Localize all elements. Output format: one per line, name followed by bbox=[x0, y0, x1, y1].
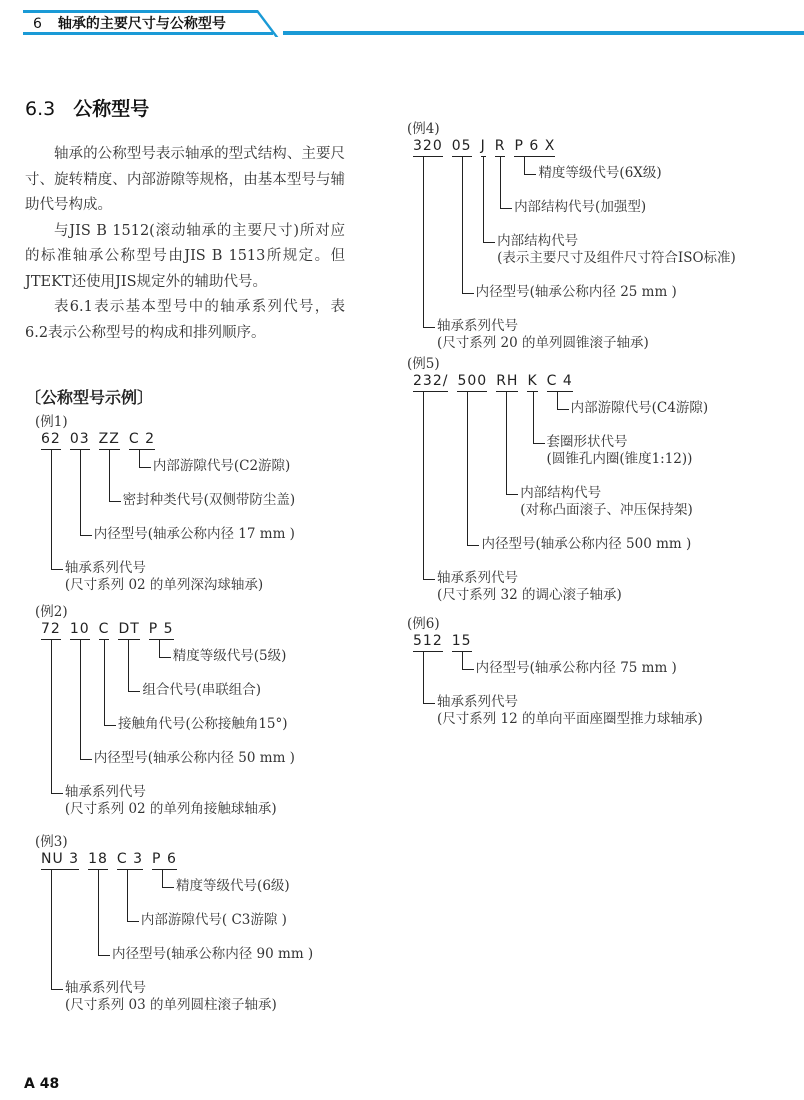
code-segment: 500 bbox=[457, 372, 487, 392]
description bbox=[35, 526, 295, 543]
description bbox=[407, 165, 736, 182]
description-line: 轴承系列代号 bbox=[437, 694, 518, 710]
connector-line bbox=[127, 870, 128, 921]
connector-line bbox=[80, 450, 81, 535]
connector-line bbox=[139, 450, 140, 467]
section-number: 6.3 bbox=[25, 98, 56, 120]
description-line: 内径型号(轴承公称内径 75 mm ) bbox=[475, 660, 677, 676]
example-label: (例3) bbox=[35, 834, 68, 850]
example-4 bbox=[407, 117, 736, 369]
connector-line bbox=[524, 174, 536, 175]
code-segment: NU 3 bbox=[41, 850, 79, 870]
connector-line bbox=[51, 793, 63, 794]
description-list bbox=[407, 165, 736, 352]
description bbox=[35, 750, 295, 767]
connector-line bbox=[109, 450, 110, 501]
description bbox=[35, 878, 313, 895]
code-segment: ZZ bbox=[99, 430, 120, 450]
connector-line bbox=[139, 467, 151, 468]
description bbox=[407, 485, 708, 519]
connector-line bbox=[467, 392, 468, 545]
code-segment: 05 bbox=[452, 137, 472, 157]
paragraph: 表6.1表示基本型号中的轴承系列代号，表6.2表示公称型号的构成和排列顺序。 bbox=[25, 299, 345, 341]
connector-line bbox=[80, 759, 92, 760]
description-line: 内径型号(轴承公称内径 90 mm ) bbox=[111, 946, 314, 962]
description bbox=[35, 492, 295, 509]
description-line: (尺寸系列 20 的单列圆锥滚子轴承) bbox=[437, 335, 649, 351]
connector-line bbox=[98, 955, 110, 956]
description bbox=[35, 458, 295, 475]
connector-line bbox=[524, 157, 525, 174]
connector-line bbox=[80, 535, 92, 536]
description bbox=[35, 946, 313, 963]
connector-line bbox=[462, 669, 474, 670]
connector-line bbox=[51, 870, 52, 989]
description-line: 轴承系列代号 bbox=[64, 784, 146, 800]
connector-line bbox=[483, 242, 495, 243]
connector-line bbox=[462, 293, 474, 294]
connector-line bbox=[423, 327, 435, 328]
connector-line bbox=[500, 208, 512, 209]
description-line: 内部结构代号 bbox=[497, 233, 579, 249]
connector-line bbox=[533, 392, 534, 443]
description-line: 内部结构代号(加强型) bbox=[514, 199, 647, 215]
connector-line bbox=[423, 703, 435, 704]
example-label: (例2) bbox=[35, 604, 68, 620]
connector-line bbox=[462, 157, 463, 293]
example-label: (例5) bbox=[407, 356, 440, 372]
connector-line bbox=[506, 392, 507, 494]
description bbox=[407, 233, 736, 267]
description-line: 内径型号(轴承公称内径 17 mm ) bbox=[93, 526, 295, 542]
code-segment: 72 bbox=[41, 620, 61, 640]
connector-line bbox=[128, 691, 140, 692]
connector-line bbox=[506, 494, 518, 495]
connector-line bbox=[109, 501, 121, 502]
code-segment: C 3 bbox=[117, 850, 143, 870]
description-line: 精度等级代号(6级) bbox=[176, 878, 290, 894]
description-line: 轴承系列代号 bbox=[65, 980, 146, 996]
header-rule-right bbox=[283, 31, 804, 35]
description-line: (尺寸系列 02 的单列角接触球轴承) bbox=[64, 801, 277, 817]
connector-line bbox=[104, 725, 116, 726]
connector-line bbox=[98, 870, 99, 955]
connector-line bbox=[80, 640, 81, 759]
description-line: (尺寸系列 03 的单列圆柱滚子轴承) bbox=[65, 997, 277, 1013]
connector-line bbox=[423, 579, 435, 580]
code-row bbox=[41, 430, 295, 450]
connector-line bbox=[557, 409, 569, 410]
description-list bbox=[35, 878, 313, 1014]
connector-line bbox=[467, 545, 479, 546]
description bbox=[35, 716, 295, 733]
code-segment: 512 bbox=[413, 632, 443, 652]
chapter-number: 6 bbox=[33, 16, 42, 32]
description-line: 套圈形状代号 bbox=[546, 434, 628, 450]
description bbox=[407, 318, 736, 352]
code-row bbox=[41, 620, 295, 640]
body-text bbox=[25, 142, 345, 346]
example-5 bbox=[407, 352, 708, 621]
code-segment: 62 bbox=[41, 430, 61, 450]
connector-line bbox=[51, 450, 52, 569]
description-line: 轴承系列代号 bbox=[437, 318, 518, 334]
paragraph: 轴承的公称型号表示轴承的型式结构、主要尺寸、旋转精度、内部游隙等规格，由基本型号与辅助代号构成。 bbox=[25, 146, 345, 213]
example-2 bbox=[35, 600, 295, 835]
description-line: 内部结构代号 bbox=[520, 485, 602, 501]
example-label: (例1) bbox=[35, 414, 68, 430]
description-line: 精度等级代号(5级) bbox=[172, 648, 287, 664]
description-line: 内径型号(轴承公称内径 25 mm ) bbox=[475, 284, 677, 300]
description-line: 精度等级代号(6X级) bbox=[538, 165, 662, 181]
code-segment: C 4 bbox=[547, 372, 573, 392]
connector-line bbox=[500, 157, 501, 208]
description bbox=[35, 912, 313, 929]
connector-line bbox=[159, 657, 171, 658]
connector-line bbox=[51, 989, 63, 990]
connector-line bbox=[533, 443, 545, 444]
code-row bbox=[41, 850, 313, 870]
connector-line bbox=[159, 640, 160, 657]
code-segment: 03 bbox=[70, 430, 90, 450]
description-line: 内径型号(轴承公称内径 500 mm ) bbox=[481, 536, 692, 552]
connector-line bbox=[128, 640, 129, 691]
description-line: (尺寸系列 12 的单向平面座圈型推力球轴承) bbox=[437, 711, 703, 727]
paragraph: 与JIS B 1512(滚动轴承的主要尺寸)所对应的标准轴承公称型号由JIS B 1513所规定。但JTEKT还使用JIS规定外的辅助代号。 bbox=[25, 222, 345, 290]
section-title: 公称型号 bbox=[73, 98, 150, 120]
description-list bbox=[35, 458, 295, 594]
connector-line bbox=[51, 569, 63, 570]
connector-line bbox=[51, 640, 52, 793]
connector-line bbox=[423, 652, 424, 703]
example-6 bbox=[407, 612, 703, 745]
description-line: 接触角代号(公称接触角15°) bbox=[118, 716, 288, 732]
page-number: A 48 bbox=[24, 1076, 60, 1092]
description bbox=[407, 434, 708, 468]
code-segment: K bbox=[527, 372, 537, 392]
code-segment: 15 bbox=[452, 632, 472, 652]
description-line: (对称凸面滚子、冲压保持架) bbox=[520, 502, 693, 518]
code-segment: 232/ bbox=[413, 372, 448, 392]
example-label: (例4) bbox=[407, 121, 440, 137]
code-segment: C 2 bbox=[129, 430, 155, 450]
examples-heading: 〔公称型号示例〕 bbox=[25, 388, 154, 407]
description-line: 内部游隙代号(C4游隙) bbox=[570, 400, 709, 416]
connector-line bbox=[162, 887, 174, 888]
description bbox=[407, 694, 703, 728]
connector-line bbox=[462, 652, 463, 669]
code-segment: R bbox=[495, 137, 506, 157]
description bbox=[407, 199, 736, 216]
connector-line bbox=[162, 870, 163, 887]
description bbox=[407, 570, 708, 604]
code-segment: 18 bbox=[88, 850, 108, 870]
chapter-header bbox=[33, 13, 226, 33]
code-segment: DT bbox=[118, 620, 139, 640]
description-list bbox=[35, 648, 295, 818]
code-row bbox=[413, 137, 736, 157]
connector-line bbox=[423, 157, 424, 327]
description-line: 组合代号(串联组合) bbox=[142, 682, 261, 698]
description-line: 密封种类代号(双侧带防尘盖) bbox=[122, 492, 296, 508]
chapter-title: 轴承的主要尺寸与公称型号 bbox=[57, 16, 226, 32]
section-heading bbox=[25, 94, 149, 121]
description-line: 内径型号(轴承公称内径 50 mm ) bbox=[93, 750, 295, 766]
code-segment: RH bbox=[496, 372, 518, 392]
description-line: 内部游隙代号(C2游隙) bbox=[152, 458, 291, 474]
connector-line bbox=[104, 640, 105, 725]
description-line: 轴承系列代号 bbox=[64, 560, 146, 576]
code-segment: J bbox=[481, 137, 486, 157]
connector-line bbox=[483, 157, 484, 242]
example-3 bbox=[35, 830, 313, 1031]
code-segment: P 6 bbox=[152, 850, 177, 870]
code-segment: 320 bbox=[413, 137, 443, 157]
description-list bbox=[407, 660, 703, 728]
description bbox=[35, 980, 313, 1014]
code-row bbox=[413, 372, 708, 392]
description bbox=[407, 536, 708, 553]
connector-line bbox=[127, 921, 139, 922]
connector-line bbox=[557, 392, 558, 409]
example-1 bbox=[35, 410, 295, 611]
code-segment: P 6 X bbox=[514, 137, 555, 157]
description bbox=[35, 682, 295, 699]
description bbox=[35, 560, 295, 594]
description bbox=[407, 284, 736, 301]
description-line: (尺寸系列 32 的调心滚子轴承) bbox=[437, 587, 622, 603]
description-line: (尺寸系列 02 的单列深沟球轴承) bbox=[64, 577, 264, 593]
description-line: 轴承系列代号 bbox=[437, 570, 518, 586]
example-label: (例6) bbox=[407, 616, 440, 632]
code-row bbox=[413, 632, 703, 652]
connector-line bbox=[423, 392, 424, 579]
code-segment: P 5 bbox=[149, 620, 174, 640]
description-line: (圆锥孔内圈(锥度1:12)) bbox=[546, 451, 693, 467]
description-line: (表示主要尺寸及组件尺寸符合ISO标准) bbox=[497, 250, 736, 266]
description bbox=[35, 784, 295, 818]
description-line: 内部游隙代号( C3游隙 ) bbox=[140, 912, 287, 928]
code-segment: 10 bbox=[70, 620, 90, 640]
code-segment: C bbox=[99, 620, 110, 640]
description bbox=[407, 660, 703, 677]
description-list bbox=[407, 400, 708, 604]
